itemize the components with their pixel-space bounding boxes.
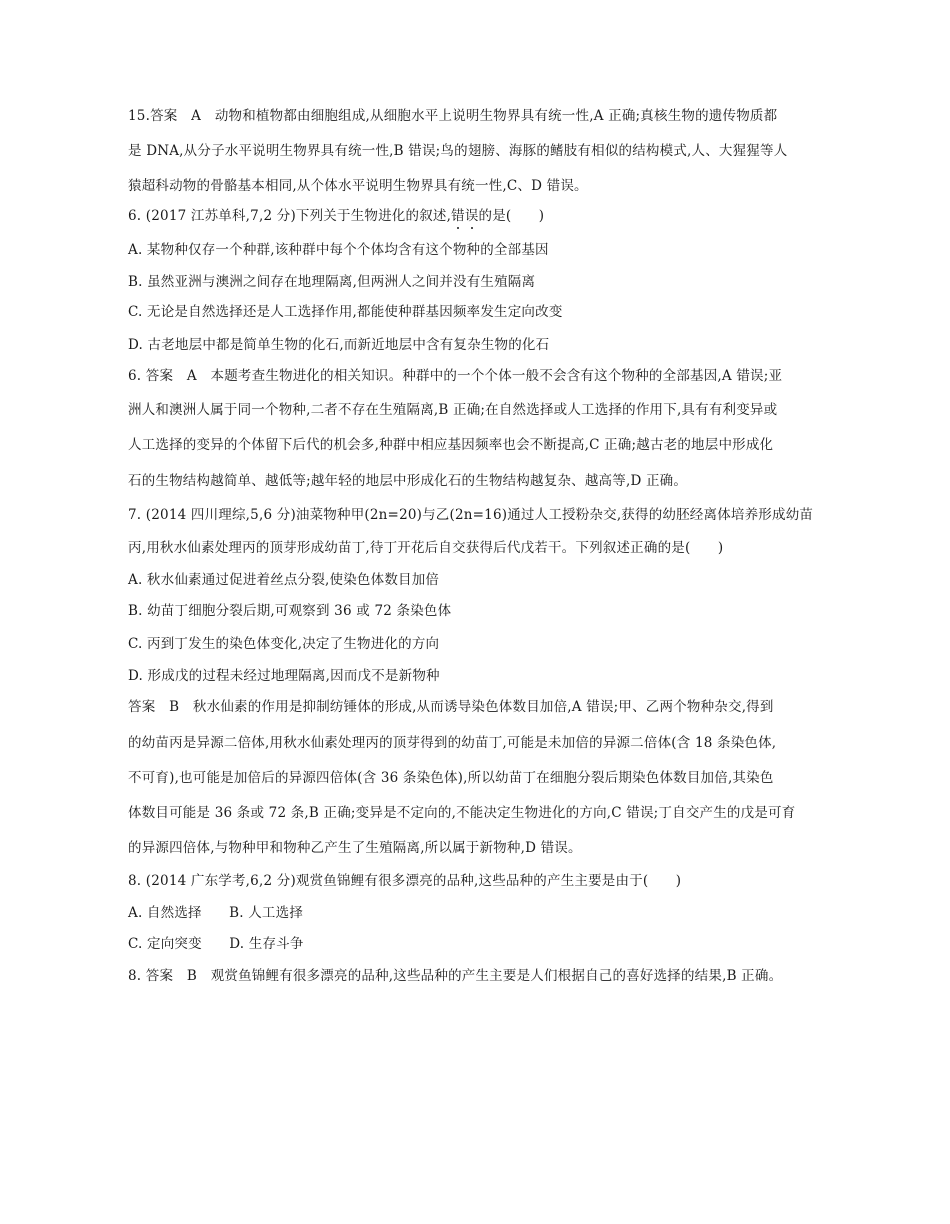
question-6-option-a: A. 某物种仅存一个种群,该种群中每个个体均含有这个物种的全部基因	[128, 242, 549, 258]
answer-15-line-2: 是 DNA,从分子水平说明生物界具有统一性,B 错误;鸟的翅膀、海豚的鳍肢有相似的结构模式,人、大猩猩等人	[128, 143, 788, 159]
question-7-option-d: D. 形成戊的过程未经过地理隔离,因而戊不是新物种	[128, 668, 440, 684]
question-7-stem-line-2: 丙,用秋水仙素处理丙的顶芽形成幼苗丁,待丁开花后自交获得后代戊若干。下列叙述正确的是( )	[128, 540, 724, 556]
question-6-option-c: C. 无论是自然选择还是人工选择作用,都能使种群基因频率发生定向改变	[128, 304, 563, 320]
question-8-stem: 8. (2014 广东学考,6,2 分)观赏鱼锦鲤有很多漂亮的品种,这些品种的产生主要是由于( )	[128, 873, 682, 889]
answer-7-line-3: 不可育),也可能是加倍后的异源四倍体(含 36 条染色体),所以幼苗丁在细胞分裂后期染色体数目加倍,其染色	[128, 770, 774, 786]
emphasis-dot-char: 错	[451, 208, 465, 224]
answer-7-line-1: 答案 B 秋水仙素的作用是抑制纺锤体的形成,从而诱导染色体数目加倍,A 错误;甲、乙两个物种杂交,得到	[128, 699, 774, 715]
answer-15-line-3: 猿超科动物的骨骼基本相同,从个体水平说明生物界具有统一性,C、D 错误。	[128, 178, 588, 194]
question-8-options-ab: A. 自然选择 B. 人工选择	[128, 905, 304, 921]
answer-7-line-2: 的幼苗丙是异源二倍体,用秋水仙素处理丙的顶芽得到的幼苗丁,可能是未加倍的异源二倍体(含 18 条染色体,	[128, 735, 777, 751]
question-6-stem-text: 6. (2017 江苏单科,7,2 分)下列关于生物进化的叙述,错误的是( )	[128, 208, 545, 224]
answer-6-line-4: 石的生物结构越简单、越低等;越年轻的地层中形成化石的生物结构越复杂、越高等,D 正确。	[128, 473, 688, 489]
question-6-stem	[128, 206, 544, 226]
answer-6-line-2: 洲人和澳洲人属于同一个物种,二者不存在生殖隔离,B 正确;在自然选择或人工选择的作用下,具有有利变异或	[128, 402, 778, 418]
question-6-option-d: D. 古老地层中都是简单生物的化石,而新近地层中含有复杂生物的化石	[128, 337, 550, 353]
question-8-options-cd: C. 定向突变 D. 生存斗争	[128, 936, 304, 952]
question-7-option-a: A. 秋水仙素通过促进着丝点分裂,使染色体数目加倍	[128, 572, 440, 588]
question-6-option-b: B. 虽然亚洲与澳洲之间存在地理隔离,但两洲人之间并没有生殖隔离	[128, 274, 536, 290]
question-7-stem-line-1: 7. (2014 四川理综,5,6 分)油菜物种甲(2n=20)与乙(2n=16)通过人工授粉杂交,获得的幼胚经离体培养形成幼苗	[128, 507, 814, 523]
answer-15-line-1: 15.答案 A 动物和植物都由细胞组成,从细胞水平上说明生物界具有统一性,A 正确;真核生物的遗传物质都	[128, 108, 778, 124]
question-7-option-c: C. 丙到丁发生的染色体变化,决定了生物进化的方向	[128, 636, 440, 652]
emphasis-dot-char: 误	[464, 208, 479, 224]
answer-6-line-1: 6. 答案 A 本题考查生物进化的相关知识。种群中的一个个体一般不会含有这个物种的全部基因,A 错误;亚	[128, 368, 783, 384]
answer-6-line-3: 人工选择的变异的个体留下后代的机会多,种群中相应基因频率也会不断提高,C 正确;越古老的地层中形成化	[128, 437, 774, 453]
answer-7-line-5: 的异源四倍体,与物种甲和物种乙产生了生殖隔离,所以属于新物种,D 错误。	[128, 840, 582, 856]
question-7-option-b: B. 幼苗丁细胞分裂后期,可观察到 36 或 72 条染色体	[128, 603, 452, 619]
answer-8-line-1: 8. 答案 B 观赏鱼锦鲤有很多漂亮的品种,这些品种的产生主要是人们根据自己的喜好选择的结果,B 正确。	[128, 968, 783, 984]
answer-7-line-4: 体数目可能是 36 条或 72 条,B 正确;变异是不定向的,不能决定生物进化的方向,C 错误;丁自交产生的戊是可育	[128, 805, 796, 821]
